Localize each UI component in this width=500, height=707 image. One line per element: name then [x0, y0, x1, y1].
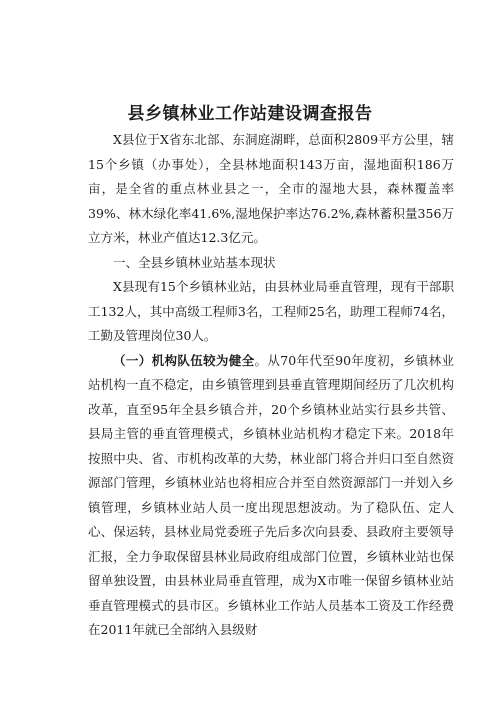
section-1-paragraph: X县现有15个乡镇林业站，由县林业局垂直管理，现有干部职工132人，其中高级工程师3名，工程师25名，助理工程师74名，工勤及管理岗位30人。	[88, 279, 454, 343]
section-heading-1: 一、全县乡镇林业站基本现状	[113, 254, 276, 270]
sub-section-1-paragraph	[88, 349, 454, 643]
document-body	[88, 128, 454, 643]
sub-section-1-text: 。从70年代至90年度初，乡镇林业站机构一直不稳定，由乡镇管理到县垂直管理期间经历了几次机构改革，直至95年全县乡镇合并，20个乡镇林业站实行县乡共管、县局主管的垂直管理模式，乡镇林业站机构才稳定下来。2018年按照中央、省、市机构改革的大势，林业部门将合并归口至自然资源部门管理，乡镇林业站也将相应合并至自然资源部门一并划入乡镇管理，乡镇林业站人员一度出现思想波动。为了稳队伍、定人心、保运转，县林业局党委班子先后多次向县委、县政府主要领导汇报，全力争取保留县林业局政府组成部门位置，乡镇林业站也保留单独设置，由县林业局垂直管理，成为X市唯一保留乡镇林业站垂直管理模式的县市区。乡镇林业工作站人员基本工资及工作经费在2011年就已全部纳入县级财	[88, 352, 454, 637]
sub-heading-1: （一）机构队伍较为健全	[113, 352, 255, 368]
document-title: 县乡镇林业工作站建设调查报告	[127, 104, 373, 124]
intro-paragraph: X县位于X省东北部、东洞庭湖畔，总面积2809平方公里，辖15个乡镇（办事处），全县林地面积143万亩，湿地面积186万亩，是全省的重点林业县之一，全市的湿地大县，森林覆盖率39%、林木绿化率41.6%,湿地保护率达76.2%,森林蓄积量356万立方米，林业产值达12.3亿元。	[88, 132, 454, 245]
